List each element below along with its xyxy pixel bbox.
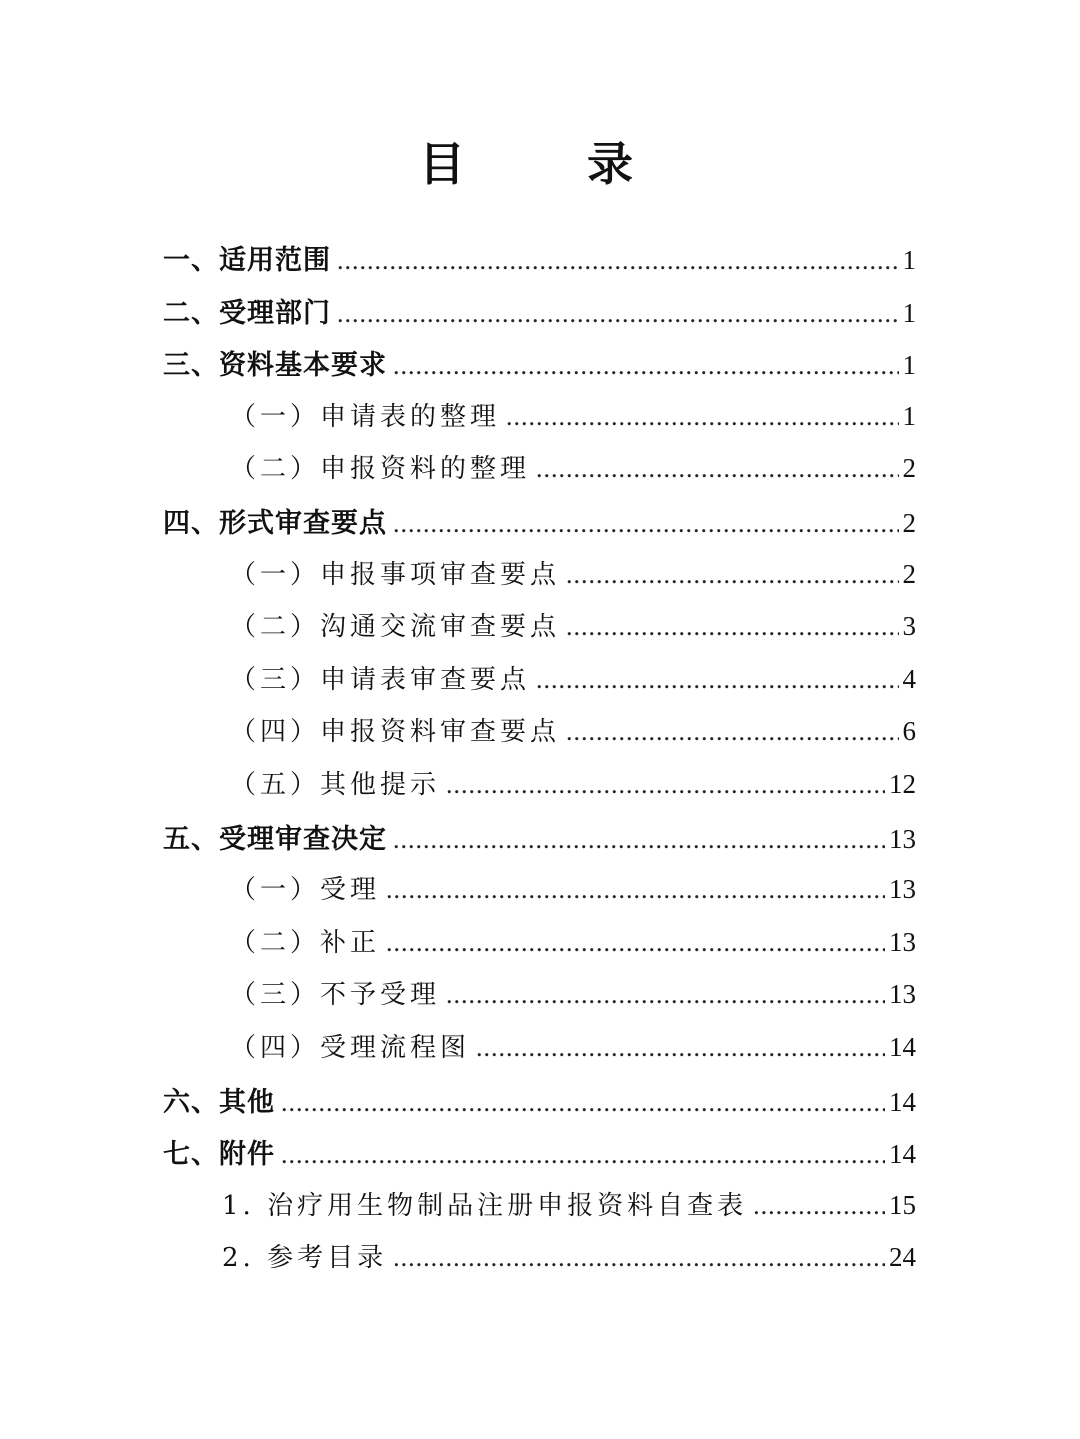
toc-entry-label: 1. 治疗用生物制品注册申报资料自查表: [222, 1190, 748, 1221]
toc-entry[interactable]: [230, 448, 916, 500]
toc-entry-page: 13: [889, 823, 916, 854]
dot-leader: [753, 1191, 885, 1221]
toc-entry-page: 15: [889, 1189, 916, 1220]
dot-leader: [476, 1033, 885, 1063]
dot-leader: [566, 717, 898, 747]
toc-entry[interactable]: [163, 501, 916, 553]
toc-entry-page: 14: [889, 1139, 916, 1170]
toc-entry-page: 24: [889, 1242, 916, 1273]
toc-entry-page: 13: [889, 874, 916, 905]
toc-entry-page: 13: [889, 926, 916, 957]
toc-entry-page: 2: [902, 453, 916, 484]
toc-entry[interactable]: [230, 396, 916, 448]
dot-leader: [386, 875, 885, 905]
toc-entry[interactable]: [163, 238, 916, 290]
toc-entry-page: 1: [902, 400, 916, 431]
dot-leader: [446, 980, 885, 1010]
toc-entry-page: 12: [889, 769, 916, 799]
toc-entry-page: 6: [902, 716, 916, 747]
dot-leader: [337, 299, 899, 329]
page-title: 目 录: [419, 137, 671, 191]
toc-entry[interactable]: [222, 1185, 916, 1237]
dot-leader: [393, 1243, 885, 1273]
toc-entry-label: 六、其他: [163, 1086, 275, 1118]
toc-entry-label: 三、资料基本要求: [163, 350, 387, 382]
toc-entry[interactable]: [163, 291, 916, 343]
toc-entry-label: （四）受理流程图: [230, 1033, 471, 1063]
toc-entry[interactable]: [230, 711, 916, 763]
toc-entry-label: （五）其他提示: [230, 770, 441, 800]
dot-leader: [446, 770, 885, 800]
toc-entry-label: （三）不予受理: [230, 980, 441, 1011]
toc-entry-label: （一）申请表的整理: [230, 401, 501, 432]
dot-leader: [386, 928, 885, 958]
toc-entry-page: 2: [902, 558, 916, 589]
dot-leader: [566, 560, 898, 590]
toc-entry-page: 14: [889, 1032, 916, 1062]
toc-entry-page: 13: [889, 979, 916, 1010]
dot-leader: [281, 1088, 885, 1118]
toc-entry[interactable]: [163, 343, 916, 395]
dot-leader: [536, 454, 898, 484]
toc-entry-page: 4: [902, 663, 916, 694]
toc-entry-page: 3: [902, 611, 916, 642]
toc-entry[interactable]: [230, 1027, 916, 1079]
dot-leader: [281, 1140, 885, 1170]
toc-entry-label: 四、形式审查要点: [163, 508, 387, 539]
toc-entry-label: （二）沟通交流审查要点: [230, 612, 561, 643]
toc-entry-label: （二）申报资料的整理: [230, 454, 531, 485]
toc-entry[interactable]: [230, 764, 916, 816]
toc-entry[interactable]: [163, 1132, 916, 1184]
toc-entry-page: 1: [902, 245, 916, 275]
toc-entry[interactable]: [230, 869, 916, 921]
toc-entry[interactable]: [230, 922, 916, 974]
dot-leader: [393, 351, 899, 381]
toc-entry-label: 二、受理部门: [163, 297, 331, 329]
dot-leader: [536, 665, 898, 695]
toc-entry[interactable]: [222, 1237, 916, 1289]
toc-entry-page: 2: [902, 508, 916, 538]
toc-entry-label: 2. 参考目录: [222, 1243, 388, 1274]
toc-entry[interactable]: [230, 606, 916, 658]
toc-entry-label: （四）申报资料审查要点: [230, 717, 561, 748]
dot-leader: [566, 612, 898, 642]
toc-entry-label: 七、附件: [163, 1139, 275, 1171]
toc-entry-page: 1: [902, 297, 916, 328]
toc-entry[interactable]: [230, 659, 916, 711]
toc-entry-label: （二）补正: [230, 927, 381, 958]
toc-entry[interactable]: [163, 817, 916, 869]
toc-entry-label: （三）申请表审查要点: [230, 664, 531, 695]
toc-entry[interactable]: [230, 974, 916, 1026]
toc-entry-label: 五、受理审查决定: [163, 823, 387, 855]
dot-leader: [393, 825, 885, 855]
toc-entry-label: （一）受理: [230, 875, 381, 906]
dot-leader: [337, 246, 899, 276]
toc-entry-label: （一）申报事项审查要点: [230, 559, 561, 590]
toc-entry-page: 1: [902, 350, 916, 381]
toc-entry[interactable]: [163, 1080, 916, 1132]
toc-entry-label: 一、适用范围: [163, 245, 331, 276]
dot-leader: [393, 509, 899, 539]
toc-entry-page: 14: [889, 1086, 916, 1117]
dot-leader: [506, 402, 898, 432]
toc-entry[interactable]: [230, 554, 916, 606]
